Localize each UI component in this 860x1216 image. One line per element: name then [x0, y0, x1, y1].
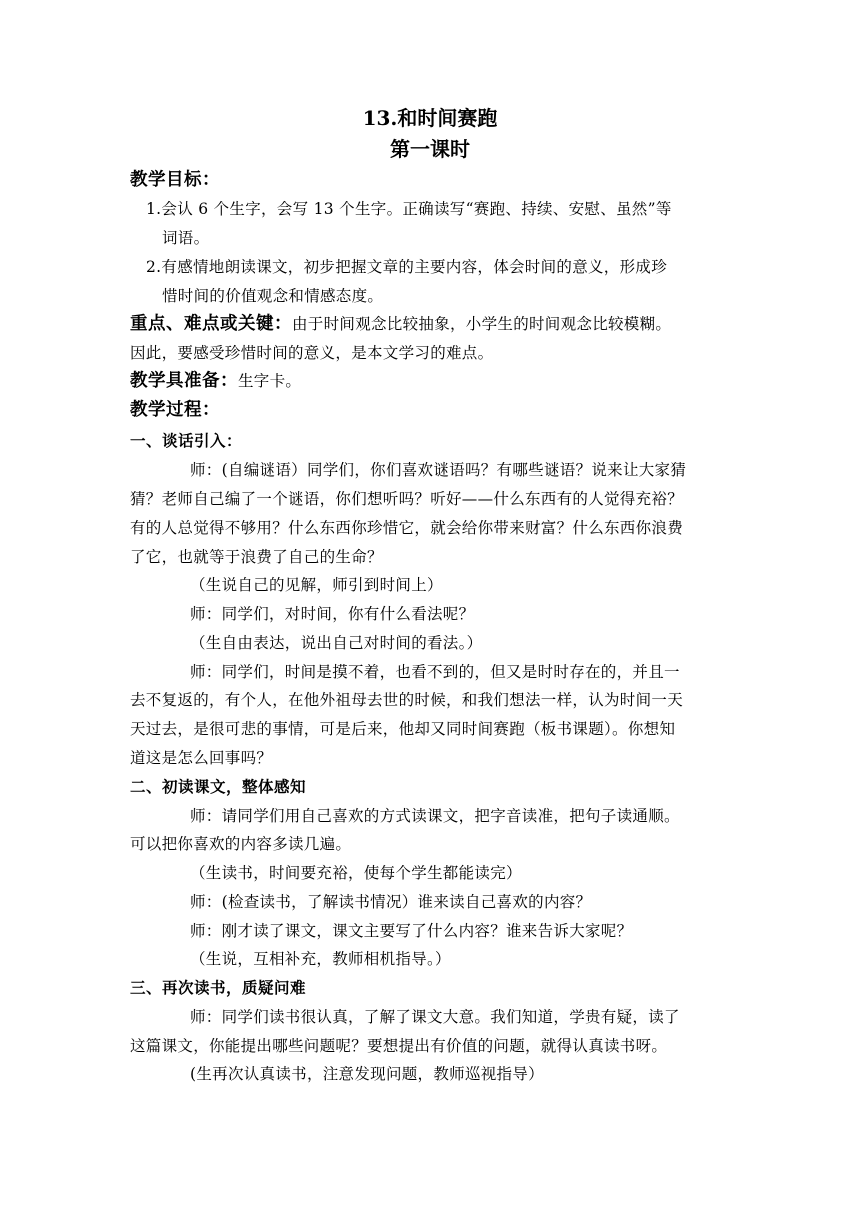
- s1-p1-line-2: 猜？老师自己编了一个谜语，你们想听吗？听好——什么东西有的人觉得充裕？: [130, 490, 684, 508]
- objective-2-line-1: 2.有感情地朗读课文，初步把握文章的主要内容，体会时间的意义，形成珍: [146, 258, 667, 276]
- section-1-heading: 一、谈话引入：: [130, 431, 243, 450]
- section-3-heading: 三、再次读书，质疑问难: [130, 978, 307, 997]
- s3-p1-line-1: 师：同学们读书很认真，了解了课文大意。我们知道，学贵有疑，读了: [190, 1008, 680, 1026]
- lesson-title: 13.和时间赛跑: [362, 106, 498, 130]
- s1-p5-line-4: 道这是怎么回事吗？: [130, 749, 273, 767]
- process-heading: 教学过程：: [130, 400, 220, 420]
- s2-p4: 师：刚才读了课文，课文主要写了什么内容？谁来告诉大家呢？: [190, 922, 633, 940]
- objective-1-line-2: 词语。: [162, 229, 210, 247]
- preparation-line: [130, 370, 301, 392]
- s2-p2: （生读书，时间要充裕，使每个学生都能读完）: [190, 864, 522, 882]
- objective-2-line-2: 惜时间的价值观念和情感态度。: [162, 287, 384, 305]
- s1-p1-line-3: 有的人总觉得不够用？什么东西你珍惜它，就会给你带来财富？什么东西你浪费: [130, 519, 684, 537]
- preparation-text: 生字卡。: [238, 372, 302, 390]
- s3-p2: (生再次认真读书，注意发现问题，教师巡视指导）: [190, 1065, 544, 1083]
- key-points-line-2: 因此，要感受珍惜时间的意义，是本文学习的难点。: [130, 344, 494, 362]
- s2-p5: （生说，互相补充，教师相机指导。）: [190, 950, 451, 968]
- section-2-heading: 二、初读课文，整体感知: [130, 777, 307, 796]
- objective-1-line-1: 1.会认 6 个生字，会写 13 个生字。正确读写“赛跑、持续、安慰、虽然”等: [146, 200, 672, 218]
- key-points-text-1: 由于时间观念比较抽象，小学生的时间观念比较模糊。: [292, 315, 672, 333]
- s1-p5-line-1: 师：同学们，时间是摸不着，也看不到的，但又是时时存在的，并且一: [190, 663, 680, 681]
- s1-p2: （生说自己的见解，师引到时间上）: [190, 576, 443, 594]
- s2-p1-line-2: 可以把你喜欢的内容多读几遍。: [130, 835, 352, 853]
- s1-p1-line-1: 师：(自编谜语）同学们，你们喜欢谜语吗？有哪些谜语？说来让大家猜: [190, 461, 687, 479]
- key-points-line-1: [130, 313, 671, 335]
- s3-p1-line-2: 这篇课文，你能提出哪些问题呢？要想提出有价值的问题，就得认真读书呀。: [130, 1037, 668, 1055]
- s1-p1-line-4: 了它，也就等于浪费了自己的生命？: [130, 548, 383, 566]
- s1-p5-line-2: 去不复返的，有个人，在他外祖母去世的时候，和我们想法一样，认为时间一天: [130, 691, 684, 709]
- s2-p3: 师：(检查读书，了解读书情况）谁来读自己喜欢的内容？: [190, 893, 592, 911]
- s1-p3: 师：同学们，对时间，你有什么看法呢？: [190, 605, 475, 623]
- lesson-subtitle: 第一课时: [390, 137, 470, 161]
- s2-p1-line-1: 师：请同学们用自己喜欢的方式读课文，把字音读准，把句子读通顺。: [190, 807, 680, 825]
- s1-p4: （生自由表达，说出自己对时间的看法。）: [190, 634, 483, 652]
- s1-p5-line-3: 天过去，是很可悲的事情，可是后来，他却又同时间赛跑（板书课题）。你想知: [130, 720, 676, 738]
- objectives-heading: 教学目标：: [130, 170, 220, 190]
- preparation-heading: 教学具准备：: [130, 371, 238, 391]
- key-points-heading: 重点、难点或关键：: [130, 314, 292, 334]
